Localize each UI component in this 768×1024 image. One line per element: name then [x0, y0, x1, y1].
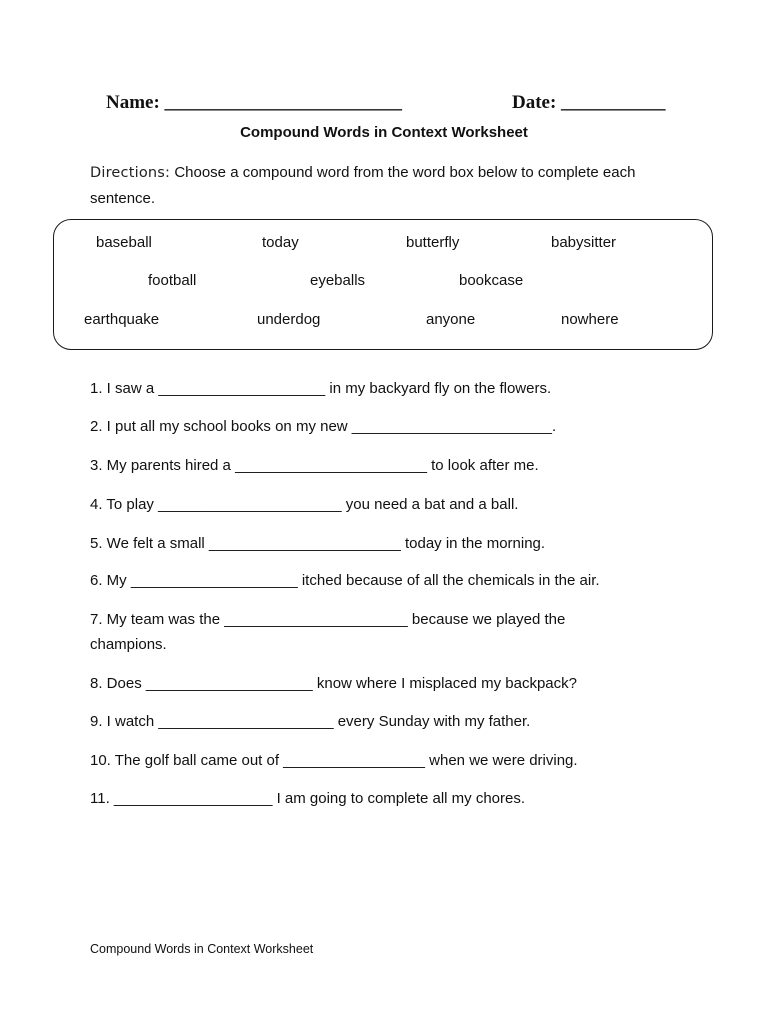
sentence-11: 11. ___________________ I am going to complete all my chores. — [90, 790, 526, 807]
sentence-5: 5. We felt a small _______________________ today in the morning. — [90, 535, 546, 552]
worksheet-title: Compound Words in Context Worksheet — [240, 124, 528, 141]
sentence-9: 9. I watch _____________________ every Sunday with my father. — [90, 713, 531, 730]
word-nowhere: nowhere — [561, 311, 619, 328]
word-football: football — [148, 272, 197, 289]
word-butterfly: butterfly — [406, 234, 460, 251]
date-field-label: Date: ___________ — [512, 92, 666, 113]
sentence-1: 1. I saw a ____________________ in my backyard fly on the flowers. — [90, 380, 552, 397]
sentence-10: 10. The golf ball came out of _________________ when we were driving. — [90, 752, 578, 769]
sentence-8: 8. Does ____________________ know where I misplaced my backpack? — [90, 675, 577, 692]
name-field-label: Name: _________________________ — [106, 92, 403, 113]
word-box — [53, 219, 713, 350]
word-earthquake: earthquake — [84, 311, 160, 328]
directions — [90, 160, 690, 212]
page-footer: Compound Words in Context Worksheet — [90, 942, 314, 956]
sentence-4: 4. To play ______________________ you need a bat and a ball. — [90, 496, 519, 513]
word-eyeballs: eyeballs — [310, 272, 366, 289]
directions-label: Directions: — [90, 165, 171, 181]
word-today: today — [262, 234, 299, 251]
word-babysitter: babysitter — [551, 234, 617, 251]
sentence-3: 3. My parents hired a _______________________ to look after me. — [90, 457, 539, 474]
word-anyone: anyone — [426, 311, 476, 328]
sentence-6: 6. My ____________________ itched because of all the chemicals in the air. — [90, 572, 600, 589]
sentence-2: 2. I put all my school books on my new ________________________. — [90, 418, 557, 435]
sentence-7: 7. My team was the ______________________ because we played the champions. — [90, 611, 566, 653]
word-underdog: underdog — [257, 311, 321, 328]
word-baseball: baseball — [96, 234, 152, 251]
word-bookcase: bookcase — [459, 272, 524, 289]
directions-text: Choose a compound word from the word box below to complete each sentence. — [90, 164, 636, 207]
